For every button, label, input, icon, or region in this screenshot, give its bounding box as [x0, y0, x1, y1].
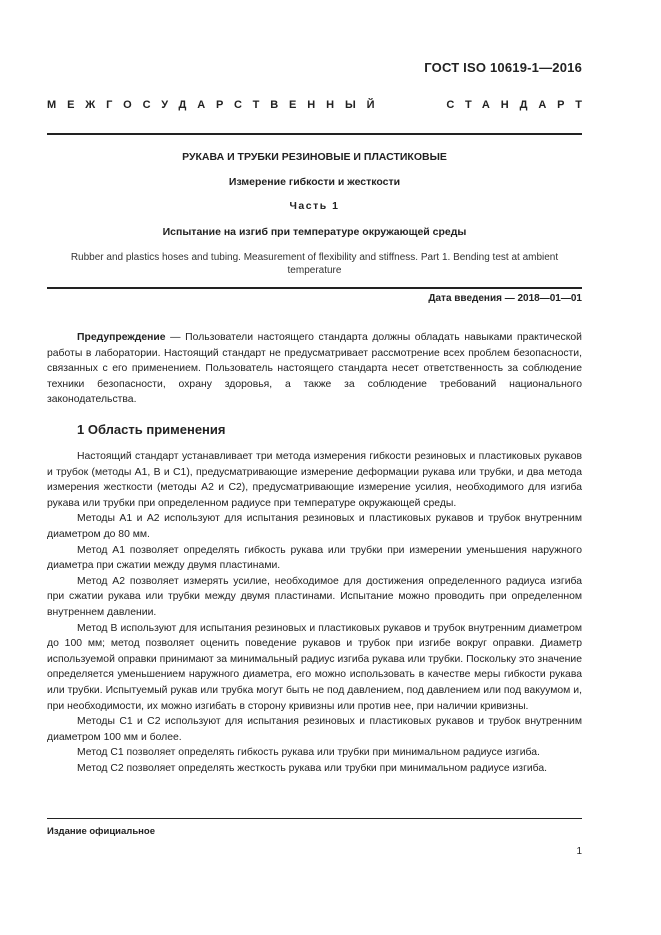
scope-paragraph: Метод А1 позволяет определять гибкость рукава или трубки при измерении уменьшения наружного диаметра при сжатии между двумя пластинами. [47, 544, 582, 572]
introduction-date: Дата введения — 2018—01—01 [428, 293, 582, 304]
standard-type-word-standard: СТАНДАРТ [446, 99, 593, 111]
part-title: Испытание на изгиб при температуре окружающей среды [162, 226, 467, 238]
scope-paragraph: Метод С2 позволяет определять жесткость рукава или трубки при минимальном радиусе изгиба. [77, 762, 548, 774]
warning-text: — Пользователи настоящего стандарта должны обладать навыками практической работы в лаборатории. Настоящий стандарт не предусматривает рассмотрение всех проблем безопасности, связанных с его применением. Пользователь настоящего стандарта несет ответственность за соблюдение техники безопасности, охрану здоровья, а также за соблюдение требований национального законодательства. [47, 332, 582, 406]
page-number: 1 [576, 846, 582, 857]
scope-paragraph: Метод А2 позволяет измерять усилие, необходимое для достижения определенного радиуса изгиба при сжатии рукава или трубки между двумя пластинами. Испытание можно проводить при определенном внутреннем давлении. [47, 575, 582, 618]
footer-divider [47, 818, 582, 819]
warning-paragraph [47, 330, 582, 408]
part-label: Часть 1 [289, 200, 340, 212]
main-title: РУКАВА И ТРУБКИ РЕЗИНОВЫЕ И ПЛАСТИКОВЫЕ [182, 151, 447, 163]
header-divider [47, 133, 582, 135]
scope-paragraph: Методы С1 и С2 используют для испытания резиновых и пластиковых рукавов и трубок внутренним диаметром 100 мм и более. [47, 716, 582, 743]
warning-label: Предупреждение [77, 332, 166, 343]
scope-paragraph: Метод В используют для испытания резиновых и пластиковых рукавов и трубок внутренним диаметром до 100 мм; метод позволяет оценить поведение рукавов и трубок при изгибе вокруг оправки. Диаметр используемой оправки принимают за минимальный радиус изгиба рукава или трубки. Поскольку это значение определяется уменьшением наружного диаметра, его можно использовать в качестве меры гибкости рукава или трубки. Испытуемый рукав или трубка могут быть не под давлением, под давлением или под вакуумом и, при необходимости, их можно изгибать в сторону кривизны или против нее, при наличии кривизны. [47, 622, 582, 712]
scope-section-body [47, 449, 582, 776]
standard-type-line [47, 99, 593, 111]
section-heading-scope: 1 Область применения [77, 422, 226, 437]
title-divider [47, 287, 582, 289]
standard-type-word-interstate: МЕЖГОСУДАРСТВЕННЫЙ [47, 99, 386, 111]
subtitle: Измерение гибкости и жесткости [228, 176, 401, 188]
scope-paragraph: Методы А1 и А2 используют для испытания резиновых и пластиковых рукавов и трубок внутренним диаметром до 80 мм. [47, 513, 582, 540]
standard-number: ГОСТ ISO 10619-1—2016 [424, 60, 582, 75]
official-edition-label: Издание официальное [47, 826, 155, 837]
scope-paragraph: Метод С1 позволяет определять гибкость рукава или трубки при минимальном радиусе изгиба. [77, 747, 540, 759]
english-title: Rubber and plastics hoses and tubing. Measurement of flexibility and stiffness. Part 1. Bending test at ambient temperature [70, 252, 559, 276]
scope-paragraph: Настоящий стандарт устанавливает три метода измерения гибкости резиновых и пластиковых рукавов и трубок (методы А1, В и С1), предусматривающие измерение деформации рукава или трубки, и два метода измерения жесткости (методы А2 и С2), предусматривающие измерение усилия, необходимого для изгиба рукава или трубки при определенном радиусе при температуре окружающей среды. [47, 451, 582, 509]
